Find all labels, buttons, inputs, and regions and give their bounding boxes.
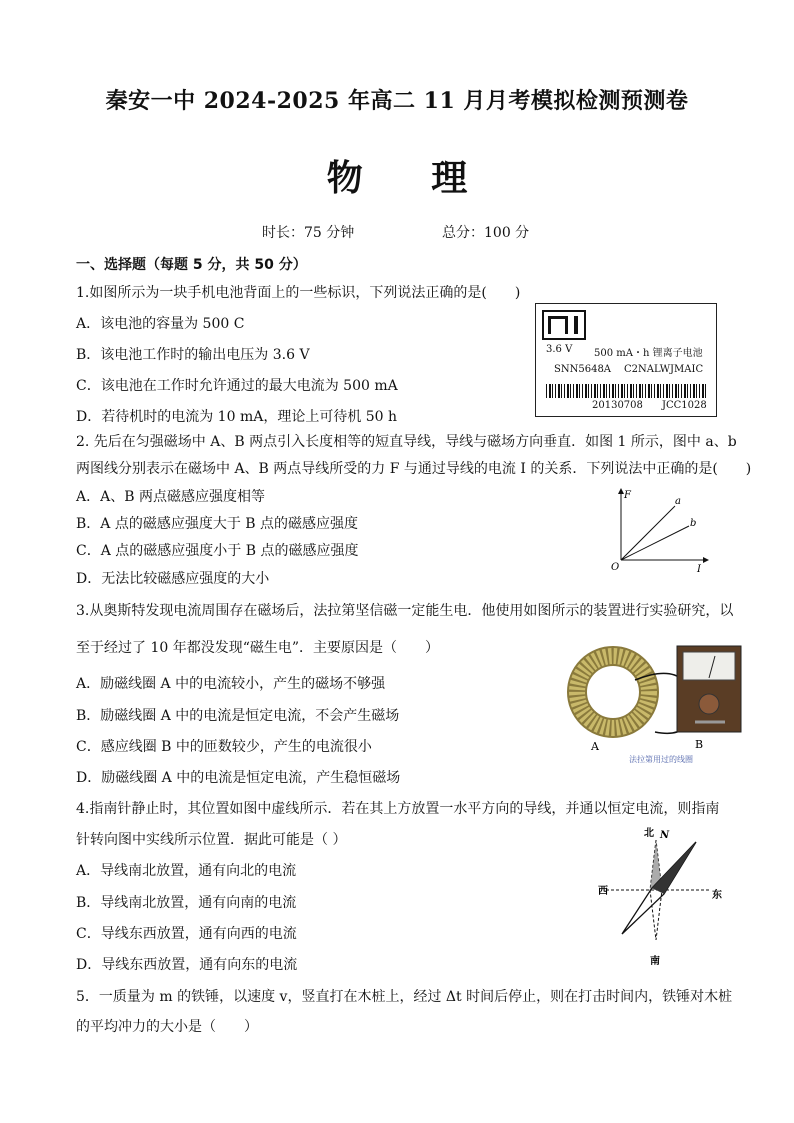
graph-x-label: I xyxy=(697,564,701,575)
compass-north-label: 北 xyxy=(644,828,654,839)
graph-line-a xyxy=(621,506,675,560)
q3-option-c: C．感应线圈 B 中的匝数较少，产生的电流很小 xyxy=(76,739,372,755)
q4-stem-line-2: 针转向图中实线所示位置．据此可能是（ ） xyxy=(76,832,347,848)
q4-option-d: D．导线东西放置，通有向东的电流 xyxy=(76,957,298,973)
q4-stem-line-1: 4.指南针静止时，其位置如图中虚线所示．若在其上方放置一水平方向的导线，并通以恒定电流，则指南 xyxy=(76,801,720,817)
barcode-icon xyxy=(546,384,706,398)
q3-option-a: A．励磁线圈 A 中的电流较小，产生的磁场不够强 xyxy=(76,676,386,692)
q1-option-a: A．该电池的容量为 500 C xyxy=(76,316,245,332)
section-heading: 一、选择题（每题 5 分，共 50 分） xyxy=(76,257,307,273)
battery-voltage: 3.6 V xyxy=(546,344,573,355)
graph-y-label: F xyxy=(624,490,631,501)
q3-option-d: D．励磁线圈 A 中的电流是恒定电流，产生稳恒磁场 xyxy=(76,770,401,786)
figure-caption: 法拉第用过的线圈 xyxy=(629,755,693,764)
q2-option-d: D．无法比较磁感应强度的大小 xyxy=(76,571,270,587)
graph-line-b xyxy=(621,526,689,560)
battery-date: 20130708 xyxy=(592,400,643,411)
q3-stem-line-1: 3.从奥斯特发现电流周围存在磁场后，法拉第坚信磁一定能生电．他使用如图所示的装置进行实验研究，以 xyxy=(76,603,734,619)
q5-stem-line-1: 5．一质量为 m 的铁锤，以速度 v，竖直打在木桩上，经过 Δt 时间后停止，则在打击时间内，铁锤对木桩 xyxy=(76,989,733,1005)
q2-stem-line-1: 2. 先后在匀强磁场中 A、B 两点引入长度相等的短直导线，导线与磁场方向垂直．如图 1 所示，图中 a、b xyxy=(76,434,737,450)
q3-stem-line-2: 至于经过了 10 年都没发现“磁生电”．主要原因是（ ） xyxy=(76,640,440,656)
compass-figure xyxy=(592,824,732,969)
q4-option-a: A．导线南北放置，通有向北的电流 xyxy=(76,863,297,879)
compass-n-label: N xyxy=(660,830,670,841)
compass-west-label: 西 xyxy=(598,886,608,897)
faraday-coil-figure xyxy=(565,640,750,768)
coil-label-a: A xyxy=(591,740,599,753)
q2-option-a: A．A、B 两点磁感应强度相等 xyxy=(76,489,265,505)
q1-option-c: C．该电池在工作时允许通过的最大电流为 500 mA xyxy=(76,378,398,394)
f-i-graph xyxy=(605,484,710,576)
q1-option-d: D．若待机时的电流为 10 mA，理论上可待机 50 h xyxy=(76,409,398,425)
duration-text: 时长：75 分钟 xyxy=(262,225,355,241)
q3-option-b: B．励磁线圈 A 中的电流是恒定电流，不会产生磁场 xyxy=(76,708,400,724)
q5-stem-line-2: 的平均冲力的大小是（ ） xyxy=(76,1019,258,1035)
compass-east-label: 东 xyxy=(712,890,722,901)
graph-line-b-label: b xyxy=(690,518,697,529)
q1-stem: 1.如图所示为一块手机电池背面上的一些标识，下列说法正确的是( ) xyxy=(76,285,521,301)
battery-code-2: C2NALWJMAIC xyxy=(624,364,704,375)
graph-origin-label: O xyxy=(611,562,620,573)
battery-code-1: SNN5648A xyxy=(554,364,612,375)
battery-label-figure xyxy=(535,303,717,417)
q4-option-b: B．导线南北放置，通有向南的电流 xyxy=(76,895,297,911)
compass-south-label: 南 xyxy=(650,956,660,967)
q1-option-b: B．该电池工作时的输出电压为 3.6 V xyxy=(76,347,310,363)
battery-capacity: 500 mA・h 锂离子电池 xyxy=(594,348,703,359)
q2-option-b: B．A 点的磁感应强度大于 B 点的磁感应强度 xyxy=(76,516,359,532)
battery-code-3: JCC1028 xyxy=(662,400,707,411)
brand-logo-icon xyxy=(542,310,586,340)
q4-option-c: C．导线东西放置，通有向西的电流 xyxy=(76,926,297,942)
coil-label-b: B xyxy=(695,738,704,751)
q2-stem-line-2: 两图线分别表示在磁场中 A、B 两点导线所受的力 F 与通过导线的电流 I 的关系．下列说法中正确的是( ) xyxy=(76,461,752,477)
total-score-text: 总分：100 分 xyxy=(442,225,530,241)
exam-title: 秦安一中 2024-2025 年高二 11 月月考模拟检测预测卷 xyxy=(105,88,689,114)
graph-line-a-label: a xyxy=(675,496,681,507)
subject-title: 物 理 xyxy=(326,157,496,199)
q2-option-c: C．A 点的磁感应强度小于 B 点的磁感应强度 xyxy=(76,543,359,559)
